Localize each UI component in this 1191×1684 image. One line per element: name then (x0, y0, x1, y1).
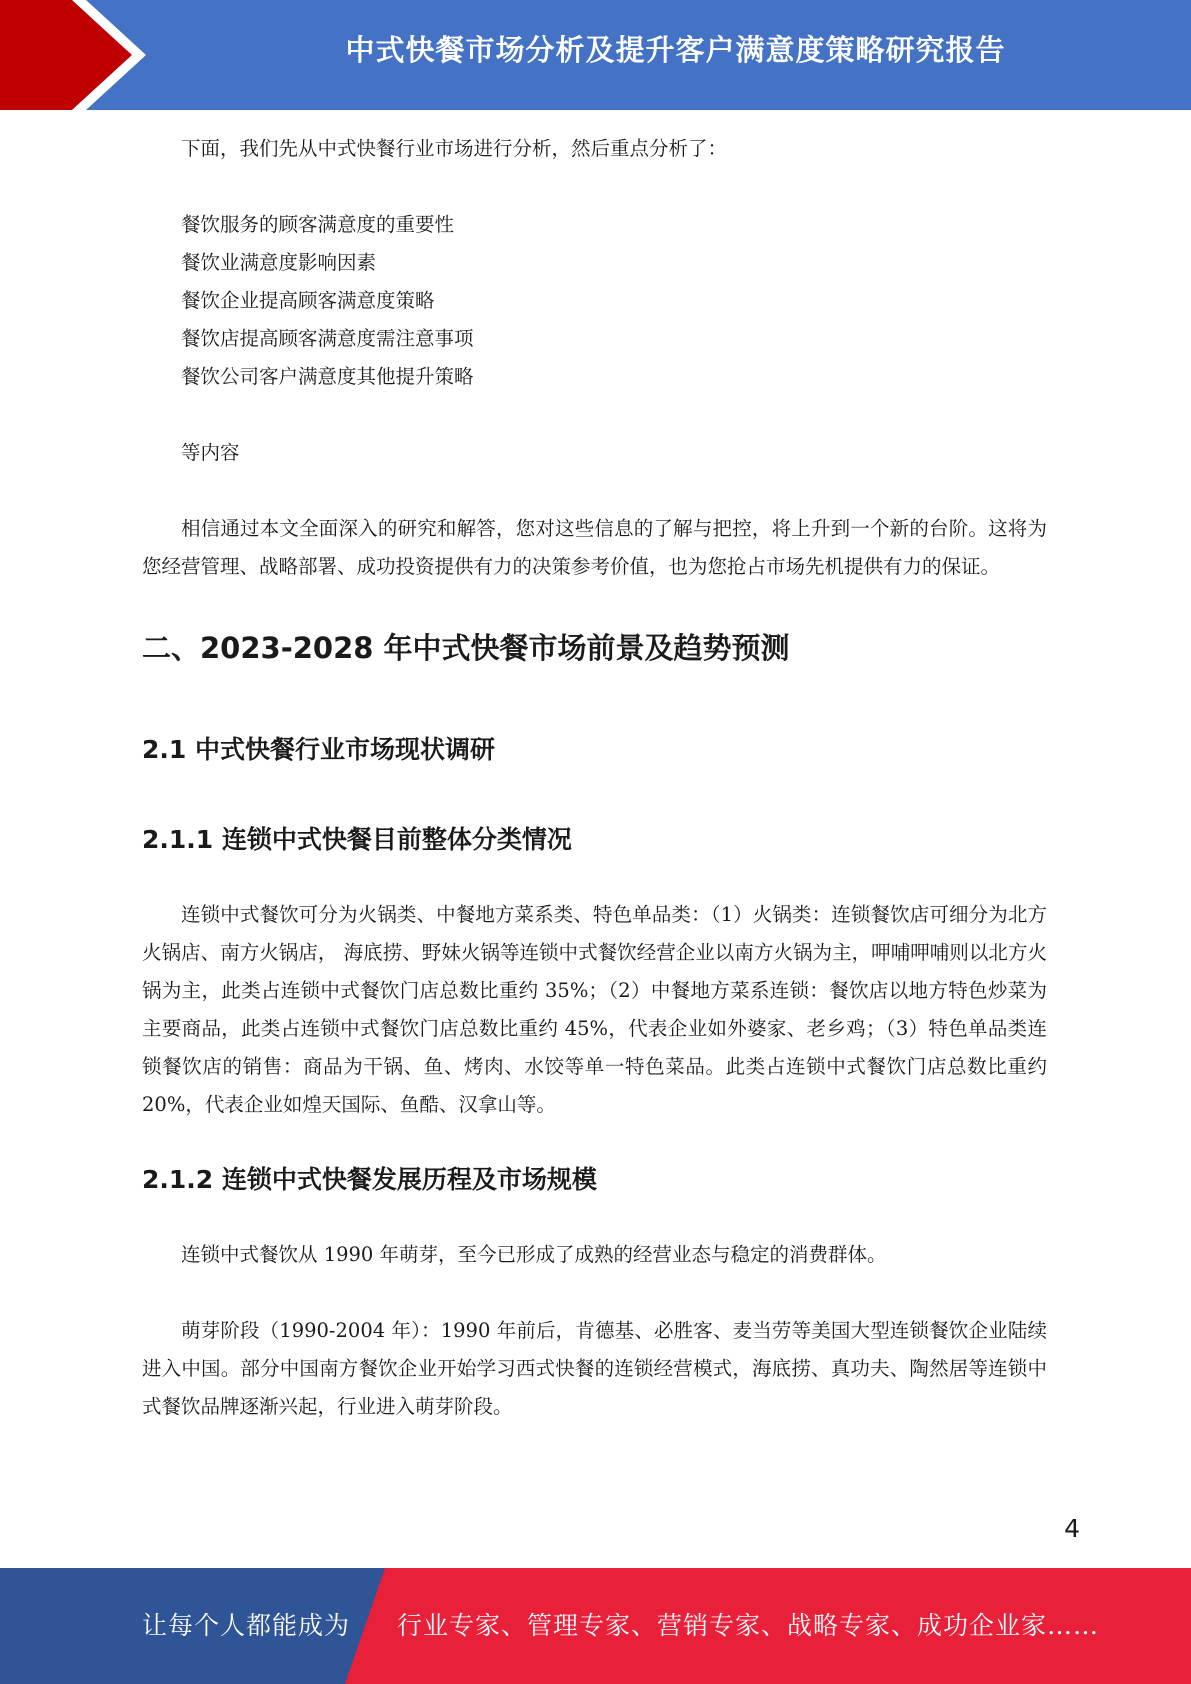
section-2-1-1-heading: 2.1.1 连锁中式快餐目前整体分类情况 (142, 825, 572, 854)
section-2-1-1-body: 连锁中式餐饮可分为火锅类、中餐地方菜系类、特色单品类：（1）火锅类：连锁餐饮店可细分为北方火锅店、南方火锅店， 海底捞、野妹火锅等连锁中式餐饮经营企业以南方火锅为主，呷哺呷哺则以北方火锅为主，此类占连锁中式餐饮门店总数比重约 35%；（2）中餐地方菜系连锁：餐饮店以地方特色炒菜为主要商品，此类占连锁中式餐饮门店总数比重约 45%，代表企业如外婆家、老乡鸡；（3）特色单品类连锁餐饮店的销售：商品为干锅、鱼、烤肉、水饺等单一特色菜品。此类占连锁中式餐饮门店总数比重约 20%，代表企业如煌天国际、鱼酷、汉拿山等。 (142, 903, 1047, 1116)
footer-slogan-right: 行业专家、管理专家、营销专家、战略专家、成功企业家…… (397, 1611, 1100, 1640)
page-content (142, 130, 1047, 1426)
list-item: 餐饮店提高顾客满意度需注意事项 (181, 327, 474, 350)
page-header (0, 0, 1191, 110)
intro-closing: 相信通过本文全面深入的研究和解答，您对这些信息的了解与把控，将上升到一个新的台阶。这将为您经营管理、战略部署、成功投资提供有力的决策参考价值，也为您抢占市场先机提供有力的保证。 (142, 517, 1047, 578)
section-2-1-heading: 2.1 中式快餐行业市场现状调研 (142, 735, 495, 764)
section-2-1-2-body-2: 萌芽阶段（1990-2004 年）：1990 年前后，肯德基、必胜客、麦当劳等美国大型连锁餐饮企业陆续进入中国。部分中国南方餐饮企业开始学习西式快餐的连锁经营模式，海底捞、真功夫、陶然居等连锁中式餐饮品牌逐渐兴起，行业进入萌芽阶段。 (142, 1319, 1047, 1418)
list-item: 餐饮企业提高顾客满意度策略 (181, 289, 435, 312)
page-footer (0, 1568, 1191, 1684)
section-2-1-2-body-1: 连锁中式餐饮从 1990 年萌芽，至今已形成了成熟的经营业态与稳定的消费群体。 (181, 1243, 887, 1266)
footer-slogan-left: 让每个人都能成为 (142, 1611, 351, 1640)
report-title: 中式快餐市场分析及提升客户满意度策略研究报告 (345, 33, 1006, 67)
intro-lead: 下面，我们先从中式快餐行业市场进行分析，然后重点分析了： (181, 137, 728, 160)
topic-list (142, 206, 1047, 396)
page-number: 4 (1064, 1514, 1080, 1543)
list-item: 餐饮服务的顾客满意度的重要性 (181, 213, 455, 236)
section-2-1-2-heading: 2.1.2 连锁中式快餐发展历程及市场规模 (142, 1165, 597, 1194)
section-2-heading: 二、2023-2028 年中式快餐市场前景及趋势预测 (142, 631, 790, 665)
list-item: 餐饮公司客户满意度其他提升策略 (181, 365, 474, 388)
header-arrow-decoration (0, 0, 160, 110)
list-item: 餐饮业满意度影响因素 (181, 251, 377, 274)
intro-etc: 等内容 (181, 441, 240, 464)
